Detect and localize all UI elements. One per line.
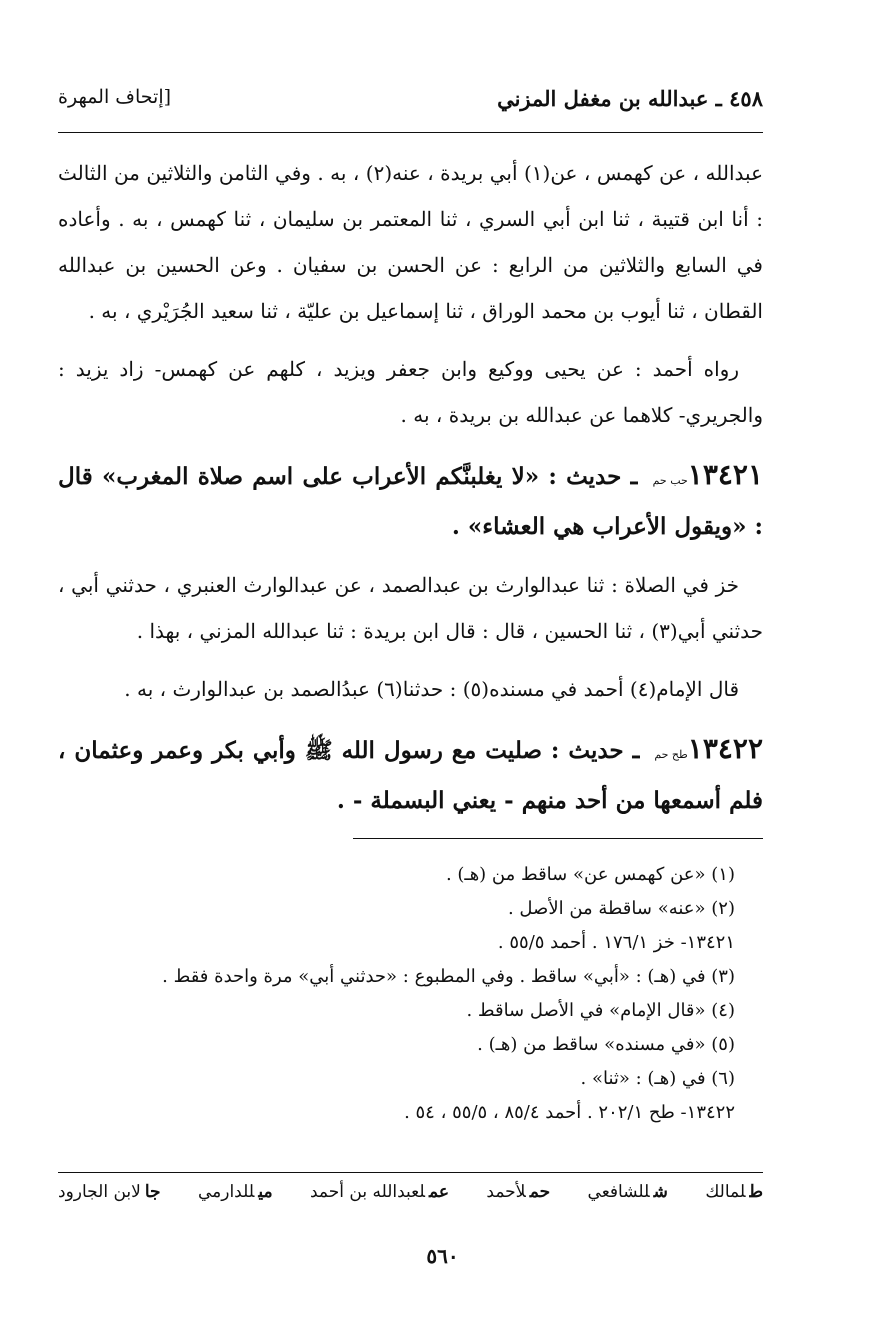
legend-item: حملأحمد	[486, 1182, 551, 1202]
footnote-ref-13421: ١٣٤٢١- خز ١٧٦/١ . أحمد ٥٥/٥ .	[497, 932, 735, 953]
footnote-1: (١) «عن كهمس عن» ساقط من (هـ) .	[445, 864, 735, 885]
hadith-13422	[58, 726, 763, 824]
paragraph-3: خز في الصلاة : ثنا عبدالوارث بن عبدالصمد ، عن عبدالوارث العنبري ، حدثني أبي ، حدثني أبي(٣) ، ثنا الحسين ، قال : قال ابن بريدة : ثنا عبدالله المزني ، بهذا .	[58, 573, 763, 643]
paragraph-2: رواه أحمد : عن يحيى ووكيع وابن جعفر ويزيد ، كلهم عن كهمس- زاد يزيد : والجريري- كلاهما عن عبدالله بن بريدة ، به .	[58, 357, 763, 427]
paragraph-4: قال الإمام(٤) أحمد في مسنده(٥) : حدثنا(٦) عبدُالصمد بن عبدالوارث ، به .	[124, 677, 739, 701]
page-number: ٥٦٠	[426, 1244, 459, 1268]
footnote-2: (٢) «عنه» ساقطة من الأصل .	[507, 898, 735, 919]
legend-item: شللشافعي	[587, 1182, 668, 1202]
hadith-sigla: طح حم	[654, 748, 688, 761]
legend-item: ميللدارمي	[197, 1182, 273, 1202]
hadith-number: ١٣٤٢٢	[687, 732, 763, 765]
footnote-divider	[353, 838, 763, 839]
header-divider	[58, 132, 763, 133]
hadith-text: ـ حديث : «لا يغلبنَّكم الأعراب على اسم صلاة المغرب» قال : «ويقول الأعراب هي العشاء» .	[58, 463, 763, 540]
hadith-number: ١٣٤٢١	[687, 458, 763, 491]
book-title: [إتحاف المهرة	[58, 86, 172, 108]
hadith-sigla: حب حم	[652, 474, 688, 487]
legend-item: طلمالك	[705, 1182, 763, 1202]
hadith-13421	[58, 452, 763, 550]
main-text	[58, 150, 763, 824]
footnote-3: (٣) في (هـ) : «أبي» ساقط . وفي المطبوع : «حدثني أبي» مرة واحدة فقط .	[162, 966, 735, 987]
legend-divider	[58, 1172, 763, 1173]
hadith-text: ـ حديث : صليت مع رسول الله ﷺ وأبي بكر وعمر وعثمان ، فلم أسمعها من أحد منهم - يعني البسملة - .	[58, 737, 763, 814]
footnotes	[58, 858, 735, 1130]
legend-item: عملعبدالله بن أحمد	[310, 1182, 449, 1202]
footnote-ref-13422: ١٣٤٢٢- طح ٢٠٢/١ . أحمد ٨٥/٤ ، ٥٥/٥ ، ٥٤ .	[404, 1102, 735, 1123]
legend-item: جالابن الجارود	[58, 1182, 161, 1202]
abbreviation-legend	[58, 1182, 763, 1202]
footnote-6: (٦) في (هـ) : «ثنا» .	[580, 1068, 735, 1089]
footnote-5: (٥) «في مسنده» ساقط من (هـ) .	[477, 1034, 735, 1055]
chapter-heading: ٤٥٨ ـ عبدالله بن مغفل المزني	[497, 86, 763, 111]
paragraph-1: عبدالله ، عن كهمس ، عن(١) أبي بريدة ، عنه(٢) ، به . وفي الثامن والثلاثين من الثالث : أنا ابن قتيبة ، ثنا ابن أبي السري ، ثنا المعتمر بن سليمان ، ثنا كهمس ، به . وأعاده في السابع والثلاثين من الرابع : عن الحسن بن سفيان . وعن الحسين بن عبدالله القطان ، ثنا أيوب بن محمد الوراق ، ثنا إسماعيل بن عليّة ، ثنا سعيد الجُرَيْري ، به .	[58, 161, 764, 323]
footnote-4: (٤) «قال الإمام» في الأصل ساقط .	[466, 1000, 735, 1021]
